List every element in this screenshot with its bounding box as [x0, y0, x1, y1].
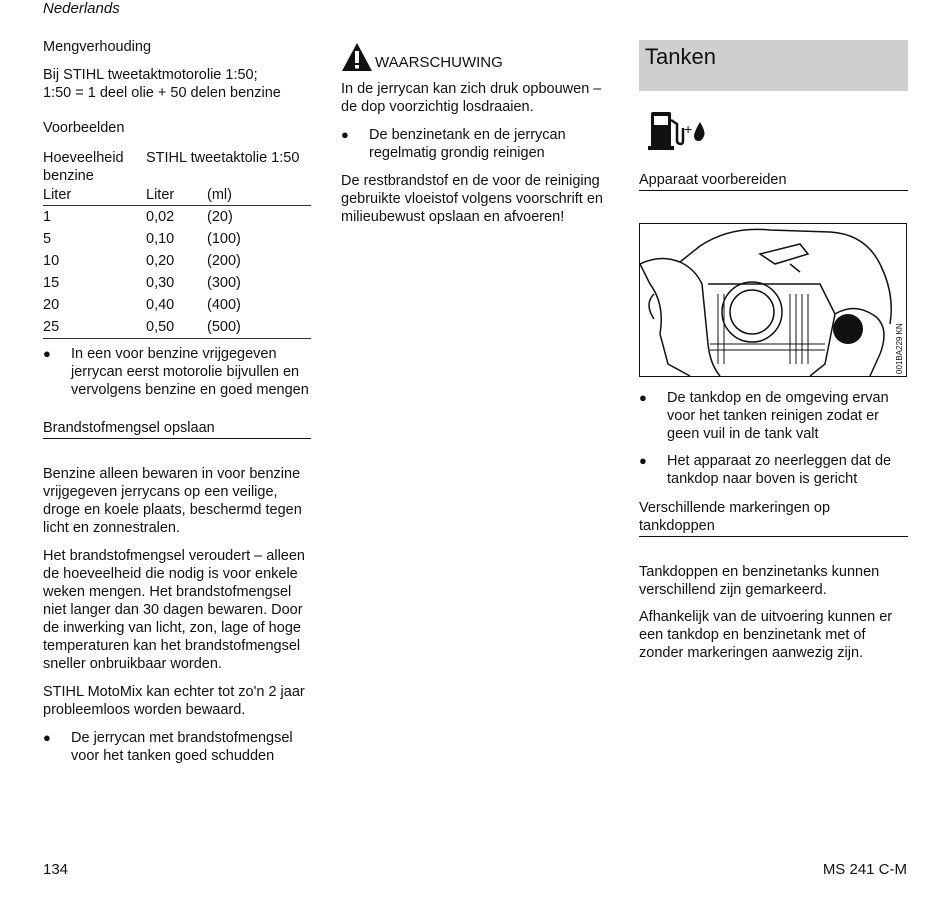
page-number: 134 [43, 861, 69, 878]
unit-liter-oil: Liter [146, 185, 207, 206]
chainsaw-tank-illustration [640, 224, 906, 376]
language-label: Nederlands [43, 0, 120, 17]
bullet-fill: ● In een voor benzine vrijgegeven jerrycan eerst motorolie bijvullen en vervolgens benzine en goed mengen [43, 345, 311, 399]
cell: 0,30 [146, 275, 175, 291]
unit-ml: (ml) [207, 185, 311, 206]
cell: 15 [43, 275, 60, 291]
column-right [639, 40, 908, 662]
markings-text-2: Afhankelijk van de uitvoering kunnen er een tankdop en benzinetank met of zonder markeringen aanwezig zijn. [639, 609, 893, 661]
warning-triangle-icon [341, 42, 373, 72]
cell: 20 [43, 297, 60, 313]
fuel-icon-wrap [639, 108, 908, 154]
table-head-qty: Hoeveelheid benzine [43, 150, 124, 184]
mix-title: Mengverhouding [43, 39, 152, 55]
mix-text-2: 1:50 = 1 deel olie + 50 delen benzine [43, 85, 281, 101]
warning-heading [341, 38, 611, 72]
mix-table [43, 149, 311, 339]
chainsaw-figure [639, 223, 907, 377]
cell: (20) [207, 209, 233, 225]
bullet-clean-cap: ● De tankdop en de omgeving ervan voor het tanken reinigen zodat er geen vuil in de tank valt [639, 389, 908, 443]
cell: 1 [43, 209, 52, 225]
table-row [43, 316, 311, 339]
cell: (200) [207, 253, 241, 269]
markings-title: Verschillende markeringen op tankdoppen [639, 499, 908, 537]
svg-text:+: + [684, 121, 693, 137]
cell: 0,40 [146, 297, 175, 313]
markings-text-1: Tankdoppen en benzinetanks kunnen verschillend zijn gemarkeerd. [639, 564, 880, 598]
cell: (500) [207, 316, 311, 339]
aging-paragraph [43, 547, 311, 673]
rest-text: De restbrandstof en de voor de reiniging gebruikte vloeistof volgens voorschrift en milieubewust opslaan en afvoeren! [341, 173, 603, 225]
mix-text-1: Bij STIHL tweetaktmotorolie 1:50; [43, 67, 258, 83]
warning-text: In de jerrycan kan zich druk opbouwen – de dop voorzichtig losdraaien. [341, 81, 602, 115]
model-name: MS 241 C-M [822, 861, 907, 878]
aging-text: – alleen de hoeveelheid die nodig is voor enkele weken mengen. Het brandstofmengsel niet langer dan 30 dagen bewaren. Door de inwerking van licht, zon, lage of hoge temperaturen kan het brandstofmengsel sneller onbruikbaar worden. [43, 548, 305, 672]
section-title-box [639, 40, 908, 91]
unit-liter: Liter [43, 185, 146, 206]
table-row [43, 250, 311, 272]
table-row [43, 228, 311, 250]
cell: 0,50 [146, 316, 207, 339]
cell: 0,02 [146, 209, 175, 225]
column-middle [341, 38, 611, 226]
table-row [43, 294, 311, 316]
figure-code-wrap [895, 316, 905, 374]
table-row [43, 272, 311, 294]
bullet-position: ● Het apparaat zo neerleggen dat de tankdop naar boven is gericht [639, 452, 908, 488]
cell: 5 [43, 231, 52, 247]
section-title: Tanken [645, 44, 716, 69]
motomix-text: STIHL MotoMix kan echter tot zo'n 2 jaar probleemloos worden bewaard. [43, 684, 305, 718]
storage-text: Benzine alleen bewaren in voor benzine vrijgegeven jerrycans op een veilige, droge en koele plaats, beschermd tegen licht en zonnestralen. [43, 466, 302, 536]
cell: 25 [43, 316, 146, 339]
table-units-row [43, 185, 311, 206]
cell: (400) [207, 297, 241, 313]
cell: (100) [207, 231, 241, 247]
cell: 0,10 [146, 231, 175, 247]
prepare-title: Apparaat voorbereiden [639, 171, 908, 191]
aging-bold: Het brandstofmengsel veroudert [43, 548, 251, 564]
table-head-row [43, 149, 311, 185]
bullet-clean: ● De benzinetank en de jerrycan regelmatig grondig reinigen [341, 126, 611, 162]
table-row [43, 206, 311, 229]
cell: 10 [43, 253, 60, 269]
cell: (300) [207, 275, 241, 291]
cell: 0,20 [146, 253, 175, 269]
storage-title: Brandstofmengsel opslaan [43, 419, 311, 439]
examples-title: Voorbeelden [43, 120, 125, 136]
fuel-pump-oil-icon [639, 108, 709, 154]
warning-title: WAARSCHUWING [375, 54, 503, 71]
column-left [43, 38, 311, 765]
bullet-shake: ● De jerrycan met brandstofmengsel voor het tanken goed schudden [43, 729, 311, 765]
figure-code: 001BA229 KN [895, 323, 904, 374]
table-head-oil: STIHL tweetaktolie 1:50 [146, 150, 300, 166]
